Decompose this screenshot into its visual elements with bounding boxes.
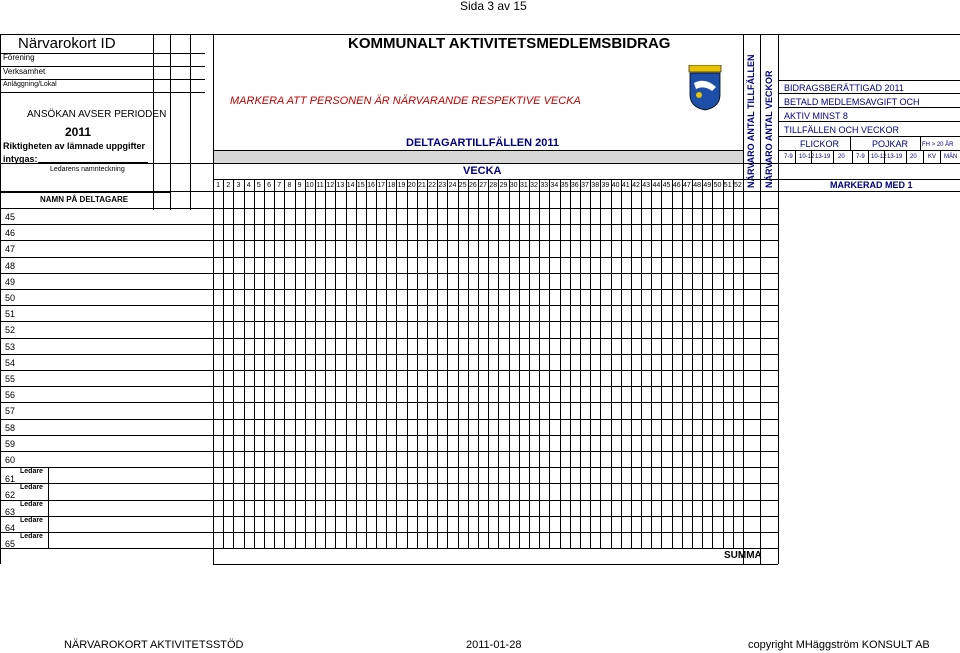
row-number: 47 bbox=[5, 244, 16, 255]
week-number: 10 bbox=[305, 182, 314, 189]
bidrag-line3: AKTIV MINST 8 bbox=[784, 111, 848, 121]
week-number: 48 bbox=[693, 182, 702, 189]
week-number: 9 bbox=[297, 182, 302, 189]
row-number: 54 bbox=[5, 357, 16, 368]
row-number: 50 bbox=[5, 293, 16, 303]
age-p-1: 7-9 bbox=[856, 154, 865, 160]
row-number: 45 bbox=[5, 212, 16, 222]
week-number: 16 bbox=[367, 182, 375, 189]
row-number: 59 bbox=[5, 438, 16, 449]
week-number: 31 bbox=[519, 182, 528, 189]
week-number: 19 bbox=[397, 182, 406, 189]
week-number: 41 bbox=[621, 182, 630, 189]
markerad-label: MARKERAD MED 1 bbox=[830, 180, 913, 190]
row-number: 51 bbox=[5, 309, 16, 320]
flickor-label: FLICKOR bbox=[800, 139, 840, 149]
row-number: 57 bbox=[5, 406, 16, 417]
week-number: 27 bbox=[479, 182, 487, 189]
leader-label: Ledare bbox=[20, 468, 43, 476]
narvaro-tillfallen-header: NÄRVARO ANTAL TILLFÄLLEN bbox=[746, 54, 756, 188]
leader-label: Ledare bbox=[20, 533, 43, 540]
period-year: 2011 bbox=[65, 125, 92, 139]
footer-title: NÄRVAROKORT AKTIVITETSSTÖD bbox=[64, 639, 244, 651]
bidrag-line2: BETALD MEDLEMSAVGIFT OCH bbox=[784, 97, 920, 107]
week-number: 29 bbox=[499, 182, 508, 189]
namnteckning-label: Ledarens namnteckning bbox=[50, 166, 125, 173]
week-number: 37 bbox=[581, 182, 589, 189]
row-number: 56 bbox=[5, 390, 16, 401]
week-number: 8 bbox=[287, 182, 292, 189]
week-number: 18 bbox=[387, 182, 396, 189]
week-number: 12 bbox=[326, 182, 335, 189]
row-number: 49 bbox=[5, 276, 16, 287]
week-number: 47 bbox=[683, 182, 691, 189]
week-number: 49 bbox=[703, 182, 712, 189]
week-number: 46 bbox=[672, 182, 681, 189]
week-number: 4 bbox=[246, 182, 251, 189]
row-number: 48 bbox=[5, 260, 16, 271]
row-number: 63 bbox=[5, 506, 16, 517]
footer-date: 2011-01-28 bbox=[466, 639, 522, 651]
row-number: 53 bbox=[5, 341, 16, 352]
coat-of-arms-icon bbox=[686, 65, 724, 111]
vecka-label: VECKA bbox=[463, 165, 502, 177]
week-number: 42 bbox=[632, 182, 640, 189]
namn-header: NAMN PÅ DELTAGARE bbox=[40, 195, 129, 204]
bidrag-line4: TILLFÄLLEN OCH VECKOR bbox=[784, 125, 900, 135]
week-number: 32 bbox=[530, 182, 538, 189]
week-number: 25 bbox=[458, 182, 467, 189]
row-number: 60 bbox=[5, 455, 16, 465]
age-f-3: 13-19 bbox=[815, 154, 831, 160]
week-number: 33 bbox=[540, 182, 549, 189]
row-number: 61 bbox=[5, 474, 16, 485]
row-number: 58 bbox=[5, 422, 16, 433]
age-f-2: 10-12 bbox=[799, 154, 815, 160]
week-number: 15 bbox=[356, 182, 365, 189]
week-number: 17 bbox=[377, 182, 386, 189]
summa-label: SUMMA bbox=[724, 550, 762, 561]
week-number: 20 bbox=[407, 182, 416, 189]
page-number: Sida 3 av 15 bbox=[460, 0, 527, 13]
week-number: 52 bbox=[733, 182, 742, 189]
week-number: 1 bbox=[216, 182, 221, 189]
riktighet-label: Riktigheten av lämnade uppgifter bbox=[3, 141, 146, 151]
week-number: 22 bbox=[428, 182, 437, 189]
anlaggning-label: Anläggning/Lokal bbox=[3, 81, 57, 88]
bidrag-line1: BIDRAGSBERÄTTIGAD 2011 bbox=[784, 83, 904, 93]
row-number: 52 bbox=[5, 325, 16, 336]
week-number: 3 bbox=[236, 182, 241, 189]
age-f-4: 20 bbox=[838, 154, 845, 160]
week-number: 5 bbox=[256, 182, 261, 189]
leader-label: Ledare bbox=[20, 500, 43, 508]
age-f-1: 7-9 bbox=[784, 154, 793, 160]
week-number: 36 bbox=[570, 182, 579, 189]
week-number: 51 bbox=[723, 182, 732, 189]
week-number: 30 bbox=[509, 182, 518, 189]
week-number: 23 bbox=[438, 182, 447, 189]
row-number: 64 bbox=[5, 522, 16, 533]
week-number: 24 bbox=[448, 182, 457, 189]
age-p-4: 20 bbox=[910, 154, 917, 160]
row-number: 55 bbox=[5, 374, 16, 384]
week-number: 50 bbox=[713, 182, 722, 189]
age-p-2: 10-12 bbox=[871, 154, 887, 160]
footer-copyright: copyright MHäggström KONSULT AB bbox=[748, 639, 930, 651]
row-number: 46 bbox=[5, 228, 16, 239]
week-number: 21 bbox=[418, 182, 426, 189]
week-number: 26 bbox=[468, 182, 477, 189]
narvaro-veckor-header: NÄRVARO ANTAL VECKOR bbox=[764, 70, 774, 188]
week-number: 34 bbox=[550, 182, 559, 189]
week-number: 14 bbox=[346, 182, 355, 189]
forening-label: Förening bbox=[3, 53, 35, 62]
verksamhet-label: Verksamhet bbox=[3, 67, 46, 76]
deltagartillfallen-label: DELTAGARTILLFÄLLEN 2011 bbox=[406, 137, 559, 149]
week-number: 11 bbox=[316, 182, 324, 189]
week-number: 6 bbox=[267, 182, 271, 189]
week-number: 43 bbox=[642, 182, 651, 189]
pojkar-label: POJKAR bbox=[872, 139, 909, 149]
week-number: 40 bbox=[611, 182, 620, 189]
ansokan-label: ANSÖKAN AVSER PERIODEN bbox=[27, 109, 167, 120]
leader-label: Ledare bbox=[20, 484, 43, 492]
frame-left bbox=[0, 34, 1, 564]
week-number: 7 bbox=[277, 182, 282, 189]
week-number: 35 bbox=[560, 182, 569, 189]
row-number: 62 bbox=[5, 490, 16, 501]
week-number: 28 bbox=[489, 182, 498, 189]
instruction-text: MARKERA ATT PERSONEN ÄR NÄRVARANDE RESPEKTIVE VECKA bbox=[230, 95, 581, 107]
fh-label: FH > 20 ÅR bbox=[922, 142, 954, 148]
man-label: MÄN bbox=[944, 154, 958, 160]
age-p-3: 13-19 bbox=[887, 154, 903, 160]
row-number: 65 bbox=[5, 539, 16, 549]
week-number: 2 bbox=[226, 182, 231, 189]
week-number: 44 bbox=[652, 182, 661, 189]
week-number: 38 bbox=[591, 182, 600, 189]
week-number: 39 bbox=[601, 182, 610, 189]
kv-label: KV bbox=[928, 154, 937, 160]
week-number: 45 bbox=[662, 182, 671, 189]
leader-label: Ledare bbox=[20, 516, 43, 524]
main-title: KOMMUNALT AKTIVITETSMEDLEMSBIDRAG bbox=[348, 35, 671, 52]
intygas-label: intygas: bbox=[3, 154, 38, 164]
week-number: 13 bbox=[336, 182, 345, 189]
card-title: Närvarokort ID bbox=[18, 35, 116, 52]
